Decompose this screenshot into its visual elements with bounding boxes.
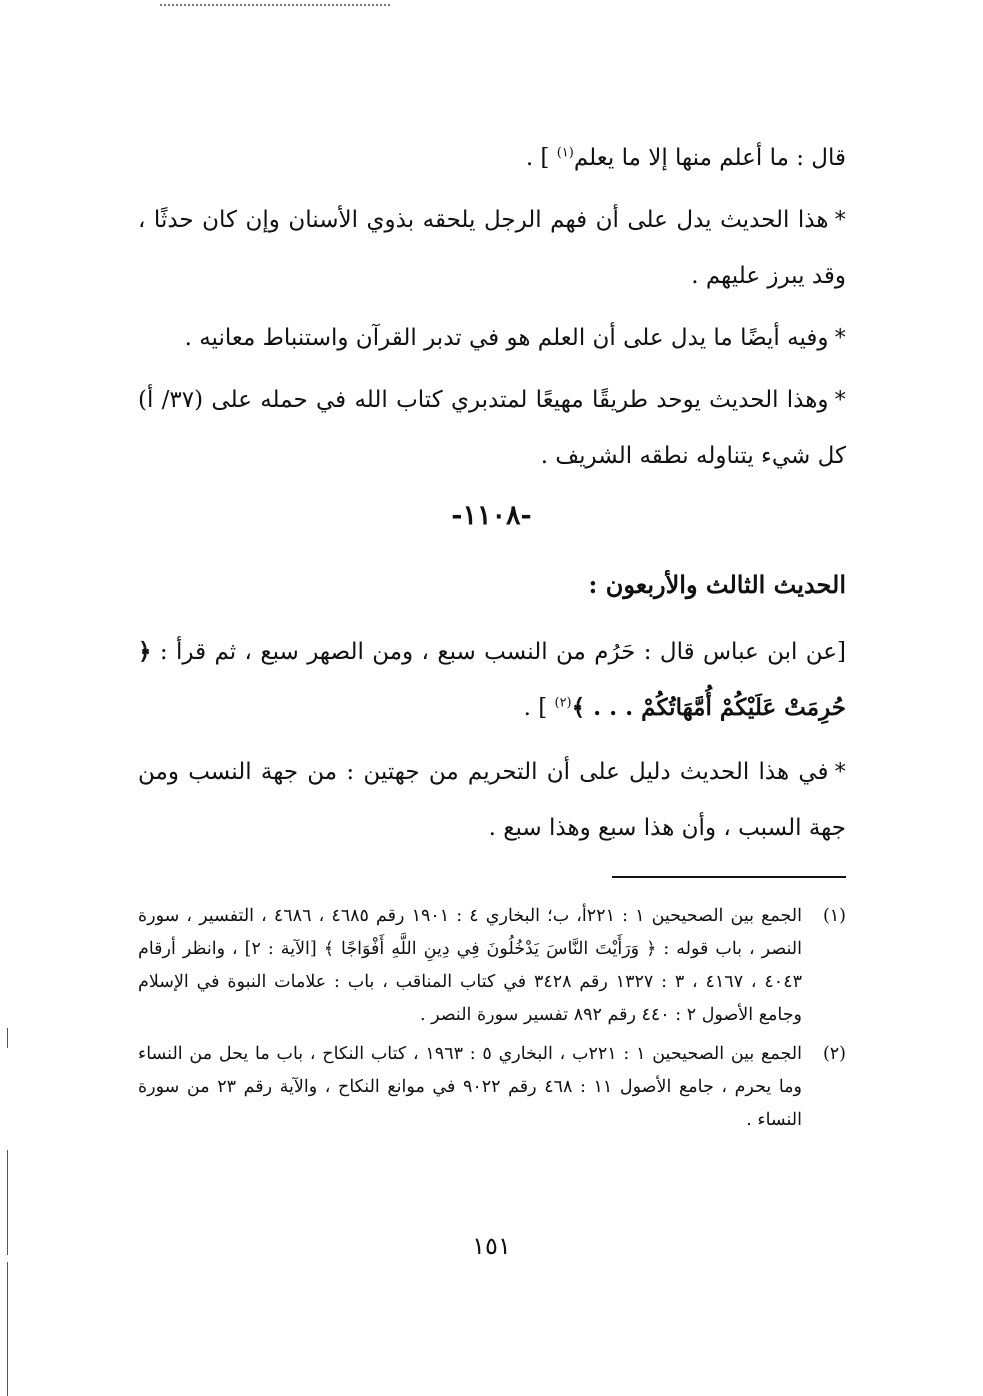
footnote-separator <box>612 876 846 878</box>
left-edge-line <box>7 1028 8 1048</box>
asterisk-icon: * <box>834 325 846 351</box>
paragraph: قال : ما أعلم منها إلا ما يعلم$^{(١)}$ ] . <box>525 145 846 171</box>
footnote-number: (١) <box>822 906 846 926</box>
footnote: (١) الجمع بين الصحيحين ١ : ٢٢١أ، ب؛ البخاري ٤ : ١٩٠١ رقم ٤٦٨٥ ، ٤٦٨٦ ، التفسير ، سورة النصر ، باب قوله : ﴿ وَرَأَيْتَ النَّاسَ يَدْخُلُونَ فِي دِينِ اللَّهِ أَفْوَاجًا ﴾ [الآية : ٢] ، وانظر أرقام ٤٠٤٣ ، ٤١٦٧ ، ٣ : ١٣٢٧ رقم ٣٤٢٨ في كتاب المناقب ، باب : علامات النبوة في الإسلام وجامع الأصول ٢ : ٤٤٠ رقم ٨٩٢ تفسير سورة النصر . <box>138 900 846 1032</box>
asterisk-icon: * <box>834 759 846 785</box>
page-number: ١٥١ <box>472 1232 511 1260</box>
paragraph: *وفيه أيضًا ما يدل على أن العلم هو في تدبر القرآن واستنباط معانيه . <box>184 325 846 351</box>
footnote-number: (٢) <box>822 1044 846 1064</box>
left-edge-line <box>7 1262 8 1396</box>
main-text-top <box>138 130 846 484</box>
footnote-ref: (٢) <box>554 695 572 711</box>
paragraph: *هذا الحديث يدل على أن فهم الرجل يلحقه بذوي الأسنان وإن كان حدثًا ، وقد يبرز عليهم . <box>138 207 846 289</box>
section-number: -١١٠٨- <box>451 500 532 531</box>
quran-verse: ﴿ حُرِمَتْ عَلَيْكُمْ أُمَّهَاتُكُمْ . . . ﴾ <box>138 638 846 721</box>
asterisk-icon: * <box>834 207 846 233</box>
hadith-heading: الحديث الثالث والأربعون : <box>588 570 846 599</box>
footnotes <box>138 900 846 1143</box>
footnote: (٢) الجمع بين الصحيحين ١ : ٢٢١ب ، البخاري ٥ : ١٩٦٣ ، كتاب النكاح ، باب ما يحل من النساء وما يحرم ، جامع الأصول ١١ : ٤٦٨ رقم ٩٠٢٢ في موانع النكاح ، والآية رقم ٢٣ من سورة النساء . <box>138 1038 846 1137</box>
top-edge-mark <box>160 0 390 6</box>
asterisk-icon: * <box>834 387 846 413</box>
paragraph: *في هذا الحديث دليل على أن التحريم من جهتين : من جهة النسب ومن جهة السبب ، وأن هذا سبع وهذا سبع . <box>138 759 846 841</box>
hadith-text <box>138 624 846 856</box>
paragraph: *وهذا الحديث يوحد طريقًا مهيعًا لمتدبري كتاب الله في حمله على (٣٧/ أ) كل شيء يتناوله نطقه الشريف . <box>138 387 846 469</box>
paragraph: [عن ابن عباس قال : حَرُم من النسب سبع ، ومن الصهر سبع ، ثم قرأ : ﴿ حُرِمَتْ عَلَيْكُمْ أُمَّهَاتُكُمْ . . . ﴾$^{(٢)}$ ] . <box>138 638 847 721</box>
footnote-ref: (١) <box>556 145 574 161</box>
